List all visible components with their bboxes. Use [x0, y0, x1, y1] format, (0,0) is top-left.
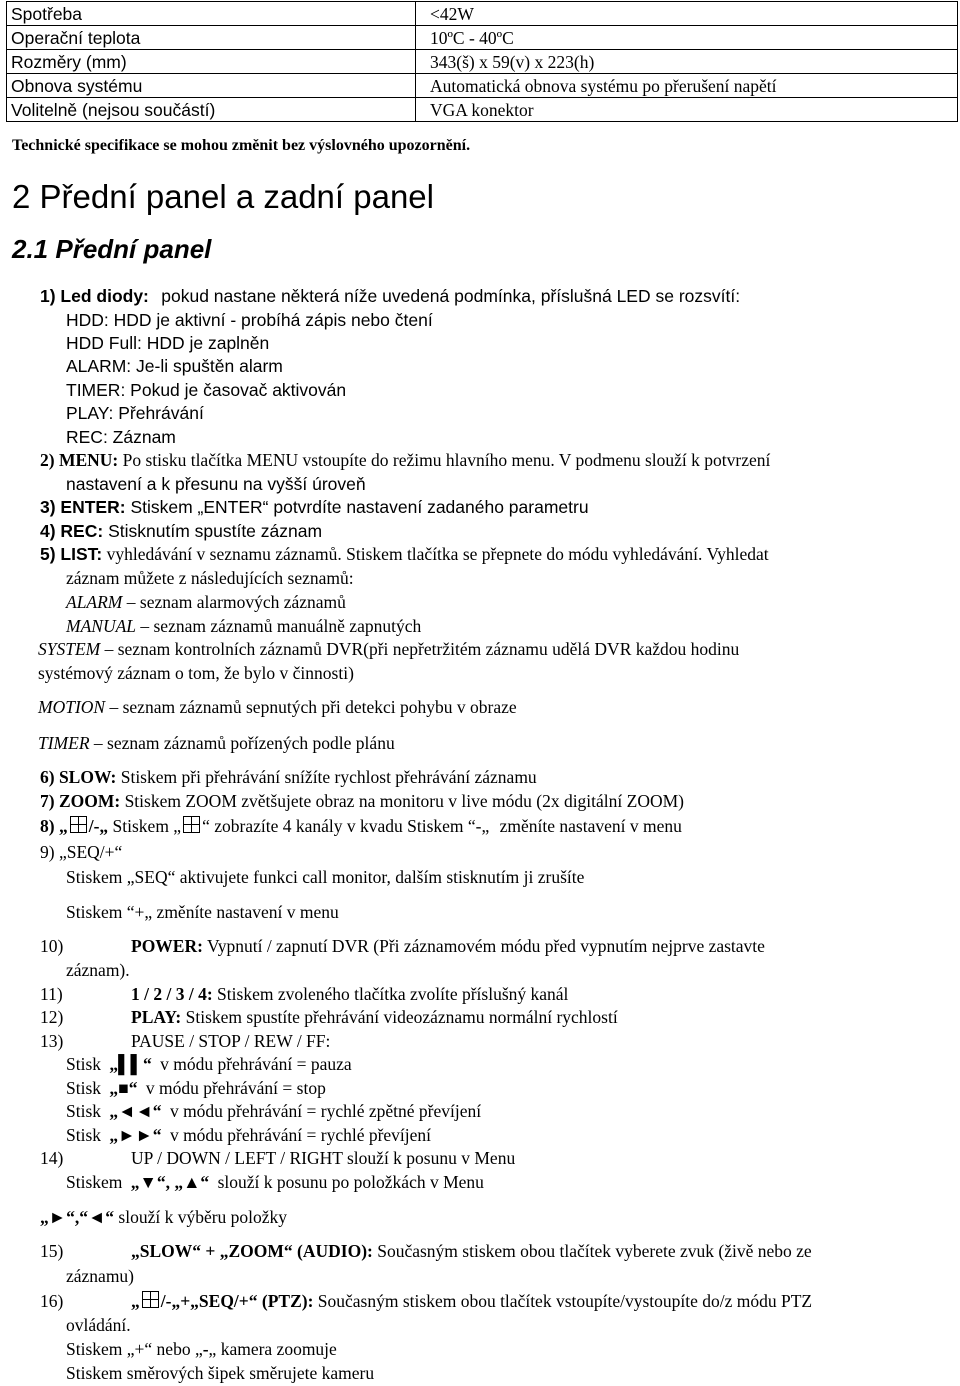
item-8-label: /-„: [88, 816, 109, 836]
item-14-text-2: slouží k výběru položky: [118, 1207, 288, 1227]
list-timer-name: TIMER: [38, 733, 90, 753]
item-7-label: 7) ZOOM:: [40, 791, 121, 811]
item-14-label: UP / DOWN / LEFT / RIGHT slouží k posunu v Menu: [131, 1148, 516, 1168]
item-8-text-b: “ zobrazíte 4 kanály v kvadu Stiskem “-„: [202, 816, 490, 836]
pause-symbol-icon: „▌▌“: [109, 1054, 152, 1074]
item-13-label: PAUSE / STOP / REW / FF:: [131, 1031, 331, 1051]
item-2-label: 2) MENU:: [40, 450, 119, 470]
fast-forward-symbol-icon: „►►“: [109, 1125, 162, 1145]
item-1: [40, 286, 740, 307]
spec-note: Technické specifikace se mohou změnit bez výslovného upozornění.: [12, 137, 471, 154]
item-4: [40, 521, 322, 542]
item-12: [131, 1007, 618, 1028]
rewind-symbol-icon: „◄◄“: [109, 1101, 162, 1121]
item-9: 9) „SEQ/+“: [40, 842, 123, 862]
up-down-arrows-icon: „▼“, „▲“: [130, 1172, 210, 1192]
item-3: [40, 497, 589, 518]
item-3-text: Stiskem „ENTER“ potvrdíte nastavení zadaného parametru: [130, 497, 589, 517]
item-4-label: 4) REC:: [40, 521, 104, 541]
item-13-stop: [66, 1078, 326, 1099]
list-system-name: SYSTEM: [38, 639, 101, 659]
led-rec: REC: Záznam: [66, 427, 176, 447]
item-5: [40, 544, 769, 565]
section-heading: 2 Přední panel a zadní panel: [12, 178, 434, 215]
item-6-text: Stiskem při přehrávání snížíte rychlost přehrávání záznamu: [120, 767, 537, 787]
item-10: [131, 936, 765, 957]
left-right-arrows-icon: „►“,“◄“: [40, 1207, 115, 1227]
item-8-text-c: změníte nastavení v menu: [499, 816, 682, 836]
item-13-stop-text: v módu přehrávání = stop: [145, 1078, 326, 1098]
item-14-line-1: [66, 1172, 484, 1193]
stisk-word: Stisk: [66, 1054, 102, 1074]
item-10-label: POWER:: [131, 936, 203, 956]
spec-row: [7, 74, 958, 98]
spec-value: <42W: [416, 2, 958, 26]
list-system: [38, 639, 739, 660]
stisk-word: Stisk: [66, 1125, 102, 1145]
spec-value: 343(š) x 59(v) x 223(h): [416, 50, 958, 74]
item-10-cont: záznam).: [66, 960, 130, 980]
item-16-cont: ovládání.: [66, 1315, 131, 1335]
list-timer-text: – seznam záznamů pořízených podle plánu: [93, 733, 395, 753]
item-13-ff: [66, 1125, 431, 1146]
stisk-word: Stisk: [66, 1101, 102, 1121]
item-10-num: 10): [40, 936, 64, 956]
item-13-rew: [66, 1101, 481, 1122]
item-7-text: Stiskem ZOOM zvětšujete obraz na monitoru v live módu (2x digitální ZOOM): [124, 791, 684, 811]
quad-grid-icon: [183, 816, 200, 833]
item-16-label: /-„+„SEQ/+“ (PTZ):: [160, 1291, 314, 1311]
item-8-open: 8) „: [40, 816, 68, 836]
spec-row: [7, 98, 958, 122]
item-9-line-2: Stiskem “+„ změníte nastavení v menu: [66, 902, 339, 922]
list-manual-name: MANUAL: [66, 616, 136, 636]
led-alarm: ALARM: Je-li spuštěn alarm: [66, 356, 283, 376]
item-8-text-a: Stiskem „: [112, 816, 182, 836]
item-6: [40, 767, 537, 788]
item-14-num: 14): [40, 1148, 64, 1168]
item-12-text: Stiskem spustíte přehrávání videozáznamu normální rychlostí: [185, 1007, 618, 1027]
item-7: [40, 791, 684, 812]
item-16-num: 16): [40, 1291, 64, 1311]
item-12-num: 12): [40, 1007, 64, 1027]
list-manual: [66, 616, 421, 637]
list-alarm: [66, 592, 346, 613]
spec-row: [7, 2, 958, 26]
item-5-text: vyhledávání v seznamu záznamů. Stiskem tlačítka se přepnete do módu vyhledávání. Vyhledat: [106, 544, 769, 564]
spec-row: [7, 50, 958, 74]
led-hdd-full: HDD Full: HDD je zaplněn: [66, 333, 270, 353]
spec-value: Automatická obnova systému po přerušení napětí: [416, 74, 958, 98]
list-motion: [38, 697, 517, 718]
item-14-text-1: slouží k posunu po položkách v Menu: [217, 1172, 484, 1192]
quad-grid-icon: [142, 1291, 159, 1308]
item-16-zoom-minus: -: [202, 1339, 209, 1359]
item-16-open: „: [131, 1291, 140, 1311]
spec-label: Volitelně (nejsou součástí): [7, 98, 416, 122]
item-3-label: 3) ENTER:: [40, 497, 126, 517]
item-2-cont: nastavení a k přesunu na vyšší úroveň: [66, 474, 366, 494]
item-15-cont: záznamu): [66, 1266, 135, 1286]
item-13-ff-text: v módu přehrávání = rychlé převíjení: [169, 1125, 432, 1145]
spec-label: Spotřeba: [7, 2, 416, 26]
led-hdd: HDD: HDD je aktivní - probíhá zápis nebo čtení: [66, 310, 433, 330]
item-14-line-2: [40, 1207, 287, 1228]
item-16-text: Současným stiskem obou tlačítek vstoupíte/vystoupíte do/z módu PTZ: [317, 1291, 813, 1311]
spec-label: Operační teplota: [7, 26, 416, 50]
item-6-label: 6) SLOW:: [40, 767, 117, 787]
item-16-zoom: [66, 1339, 337, 1360]
list-motion-name: MOTION: [38, 697, 106, 717]
quad-grid-icon: [70, 816, 87, 833]
item-16-zoom-b: „ kamera zoomuje: [208, 1339, 337, 1359]
item-13-pause-text: v módu přehrávání = pauza: [160, 1054, 352, 1074]
item-8: [40, 816, 682, 837]
list-system-text: – seznam kontrolních záznamů DVR(při nepřetržitém záznamu udělá DVR každou hodinu: [104, 639, 740, 659]
list-alarm-text: – seznam alarmových záznamů: [126, 592, 346, 612]
spec-value: 10ºC - 40ºC: [416, 26, 958, 50]
spec-label: Obnova systému: [7, 74, 416, 98]
item-12-label: PLAY:: [131, 1007, 182, 1027]
item-13-pause: [66, 1054, 352, 1075]
item-9-line-1: Stiskem „SEQ“ aktivujete funkci call monitor, dalším stisknutím ji zrušíte: [66, 867, 585, 887]
item-11-text: Stiskem zvoleného tlačítka zvolíte příslušný kanál: [217, 984, 569, 1004]
item-14-stiskem: Stiskem: [66, 1172, 123, 1192]
item-4-text: Stisknutím spustíte záznam: [108, 521, 323, 541]
spec-table: [6, 1, 958, 122]
list-manual-text: – seznam záznamů manuálně zapnutých: [140, 616, 422, 636]
item-15-text: Současným stiskem obou tlačítek vyberete zvuk (živě nebo ze: [377, 1241, 812, 1261]
spec-row: [7, 26, 958, 50]
led-timer: TIMER: Pokud je časovač aktivován: [66, 380, 347, 400]
item-11-num: 11): [40, 984, 63, 1004]
item-16-zoom-a: Stiskem „+“ nebo „: [66, 1339, 203, 1359]
list-system-cont: systémový záznam o tom, že bylo v činnosti): [38, 663, 354, 683]
list-motion-text: – seznam záznamů sepnutých při detekci pohybu v obraze: [109, 697, 517, 717]
item-15: [131, 1241, 812, 1262]
item-13-num: 13): [40, 1031, 64, 1051]
spec-label: Rozměry (mm): [7, 50, 416, 74]
item-15-num: 15): [40, 1241, 64, 1261]
item-16: [131, 1291, 812, 1312]
item-16-arrows: Stiskem směrových šipek směrujete kameru: [66, 1363, 375, 1383]
stop-symbol-icon: „■“: [109, 1078, 138, 1098]
led-play: PLAY: Přehrávání: [66, 403, 204, 423]
list-timer: [38, 733, 395, 754]
item-11: [131, 984, 568, 1005]
subsection-heading: 2.1 Přední panel: [12, 234, 212, 264]
item-5-cont: záznam můžete z následujících seznamů:: [66, 568, 354, 588]
item-10-text: Vypnutí / zapnutí DVR (Při záznamovém módu před vypnutím nejprve zastavte: [207, 936, 765, 956]
item-2-text: Po stisku tlačítka MENU vstoupíte do režimu hlavního menu. V podmenu slouží k potvrzení: [122, 450, 771, 470]
item-13-rew-text: v módu přehrávání = rychlé zpětné převíjení: [169, 1101, 482, 1121]
item-11-label: 1 / 2 / 3 / 4:: [131, 984, 213, 1004]
spec-value: VGA konektor: [416, 98, 958, 122]
item-2: [40, 450, 770, 471]
item-1-label: 1) Led diody:: [40, 286, 149, 306]
list-alarm-name: ALARM: [66, 592, 123, 612]
item-1-text: pokud nastane některá níže uvedená podmínka, příslušná LED se rozsvítí:: [161, 286, 741, 306]
stisk-word: Stisk: [66, 1078, 102, 1098]
item-15-label: „SLOW“ + „ZOOM“ (AUDIO):: [131, 1241, 373, 1261]
item-5-label: 5) LIST:: [40, 544, 103, 564]
